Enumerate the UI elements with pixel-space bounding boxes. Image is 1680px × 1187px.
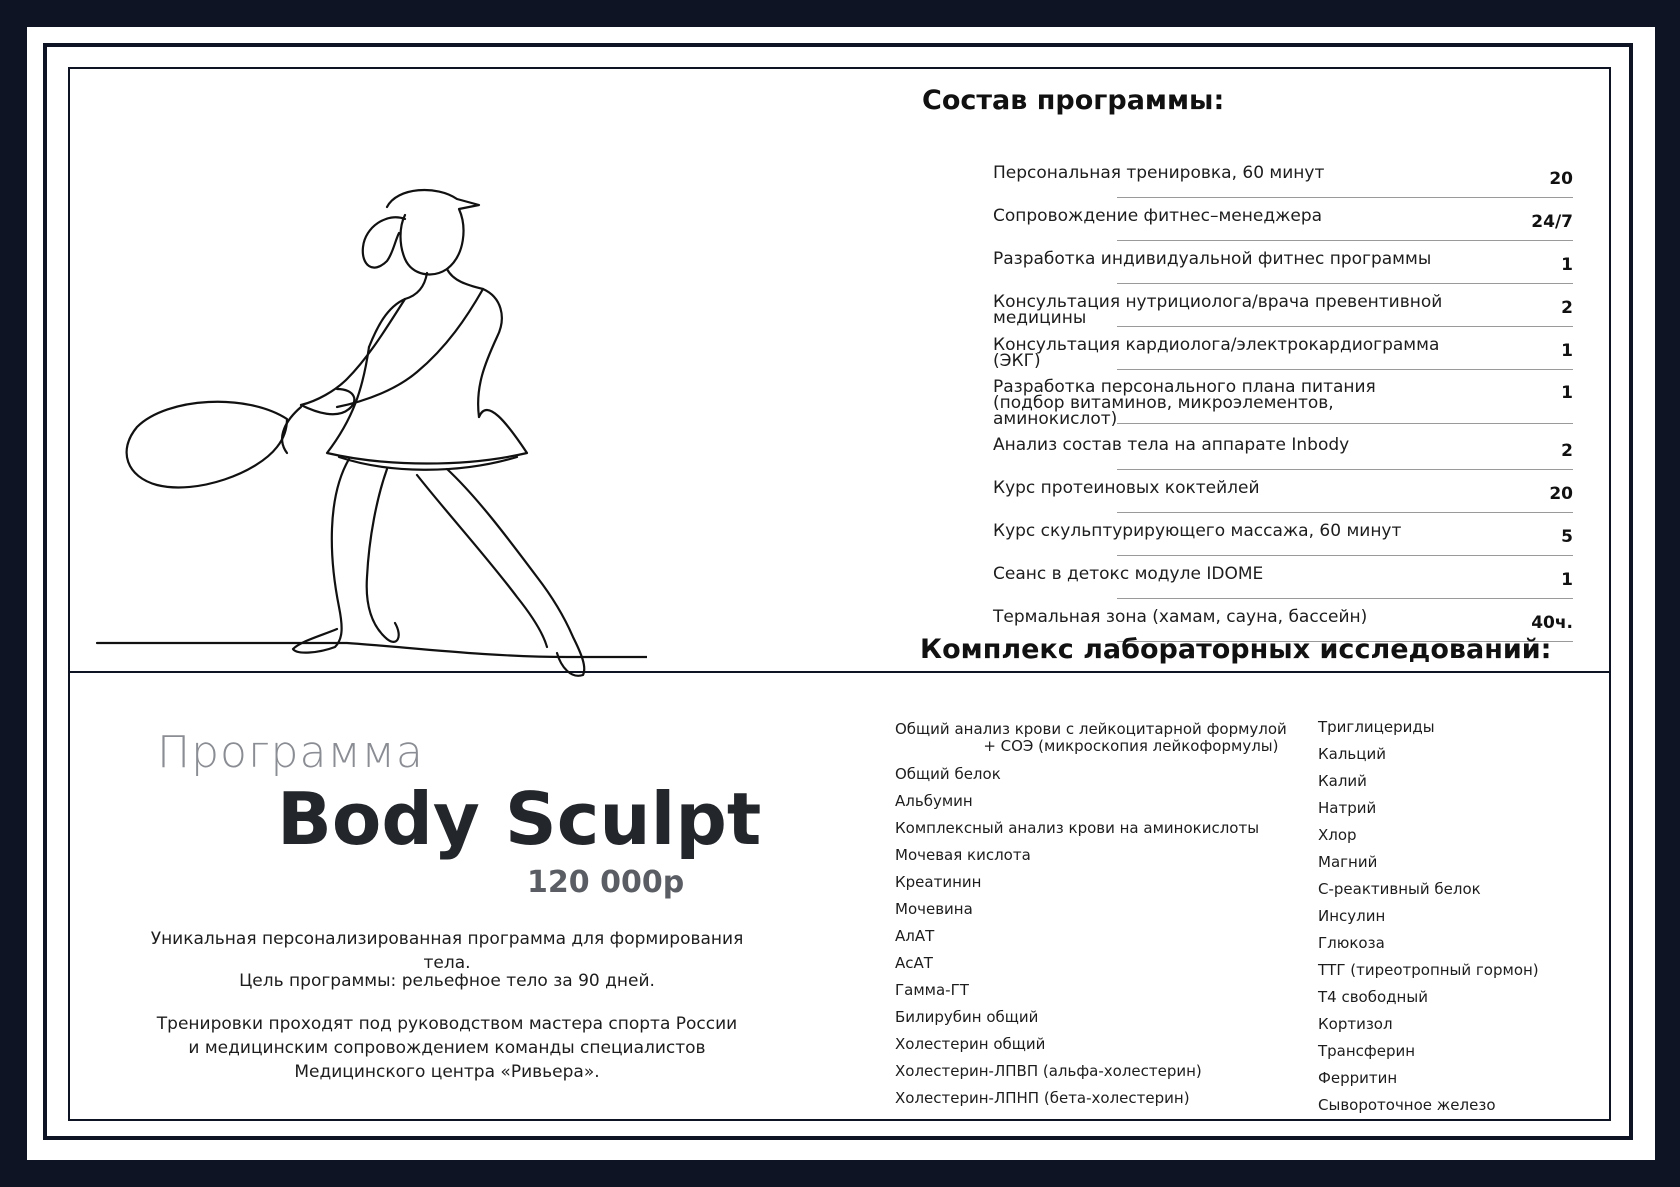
description-line-1: Тренировки проходят под руководством мастера спорта России xyxy=(156,1014,738,1034)
composition-item-qty: 5 xyxy=(1561,527,1573,547)
composition-title: Состав программы: xyxy=(922,85,1225,116)
lab-item: Мочевая кислота xyxy=(895,846,1031,864)
lab-item: Комплексный анализ крови на аминокислоты xyxy=(895,819,1260,837)
leader-rule xyxy=(1117,240,1573,241)
lab-item: Инсулин xyxy=(1318,907,1386,925)
lab-item: Глюкоза xyxy=(1318,934,1385,952)
description-intro: Уникальная персонализированная программа для формирования тела. xyxy=(150,929,744,973)
composition-item-qty: 40ч. xyxy=(1531,613,1573,633)
lab-item: Холестерин общий xyxy=(895,1035,1046,1053)
composition-item-qty: 24/7 xyxy=(1531,212,1573,232)
composition-item-label: Разработка персонального плана питания (подбор витаминов, микроэлементов, аминокислот) xyxy=(993,377,1376,429)
leader-rule xyxy=(1117,469,1573,470)
program-price: 120 000р xyxy=(527,865,685,900)
lab-item: Общий белок xyxy=(895,765,1001,783)
lab-item: Кальций xyxy=(1318,745,1386,763)
lab-item: Калий xyxy=(1318,772,1367,790)
program-name: Body Sculpt xyxy=(277,777,762,861)
composition-item xyxy=(993,474,1573,514)
composition-item xyxy=(993,202,1573,242)
lab-item: Гамма-ГТ xyxy=(895,981,969,999)
lab-item-cbc-line-2: + СОЭ (микроскопия лейкоформулы) xyxy=(983,737,1279,755)
leader-rule xyxy=(1117,512,1573,513)
lab-column-2 xyxy=(1318,714,1539,1119)
lab-item: С-реактивный белок xyxy=(1318,880,1481,898)
leader-rule xyxy=(1117,555,1573,556)
composition-item-label: Разработка индивидуальной фитнес программы xyxy=(993,249,1432,269)
leader-rule xyxy=(1117,598,1573,599)
program-label: Программа xyxy=(157,727,424,778)
lab-item: Кортизол xyxy=(1318,1015,1393,1033)
composition-item-label: Консультация нутрициолога/врача превентивной медицины xyxy=(993,292,1443,328)
lab-item: Холестерин-ЛПНП (бета-холестерин) xyxy=(895,1089,1190,1107)
composition-item-qty: 1 xyxy=(1561,255,1573,275)
composition-item xyxy=(993,288,1573,328)
composition-item-qty: 20 xyxy=(1549,484,1573,504)
composition-item-qty: 1 xyxy=(1561,570,1573,590)
lab-item: ТТГ (тиреотропный гормон) xyxy=(1318,961,1539,979)
lab-item: Холестерин-ЛПВП (альфа-холестерин) xyxy=(895,1062,1202,1080)
composition-item-qty: 1 xyxy=(1561,383,1573,403)
lab-item: Т4 свободный xyxy=(1318,988,1428,1006)
composition-item-label: Анализ состав тела на аппарате Inbody xyxy=(993,435,1350,455)
composition-item xyxy=(993,517,1573,557)
composition-item xyxy=(993,331,1573,371)
composition-item xyxy=(993,159,1573,199)
description-line-2: и медицинским сопровождением команды специалистов xyxy=(188,1038,706,1058)
composition-item xyxy=(993,373,1573,429)
description-line-3: Медицинского центра «Ривьера». xyxy=(294,1062,600,1082)
leader-rule xyxy=(1117,197,1573,198)
tennis-player-illustration xyxy=(87,157,647,717)
composition-item-label: Сеанс в детокс модуле IDOME xyxy=(993,564,1264,584)
composition-item-qty: 2 xyxy=(1561,298,1573,318)
lab-item: Магний xyxy=(1318,853,1378,871)
composition-item-label: Термальная зона (хамам, сауна, бассейн) xyxy=(993,607,1368,627)
leader-rule xyxy=(1117,326,1573,327)
composition-item-label: Персональная тренировка, 60 минут xyxy=(993,163,1325,183)
composition-item-label: Консультация кардиолога/электрокардиограмма (ЭКГ) xyxy=(993,335,1440,371)
lab-item: Хлор xyxy=(1318,826,1357,844)
brochure-page xyxy=(27,27,1655,1160)
lab-item-cbc xyxy=(895,721,1287,755)
description-goal: Цель программы: рельефное тело за 90 дней. xyxy=(239,971,655,991)
lab-item: Натрий xyxy=(1318,799,1377,817)
composition-item-label: Курс протеиновых коктейлей xyxy=(993,478,1260,498)
composition-item-label: Сопровождение фитнес–менеджера xyxy=(993,206,1323,226)
lab-item-cbc-line-1: Общий анализ крови с лейкоцитарной формулой xyxy=(895,720,1287,738)
lab-item: АсАТ xyxy=(895,954,933,972)
lab-item: Трансферин xyxy=(1318,1042,1416,1060)
lab-item: Ферритин xyxy=(1318,1069,1398,1087)
lab-item: АлАТ xyxy=(895,927,935,945)
lab-item: Альбумин xyxy=(895,792,973,810)
composition-item-qty: 20 xyxy=(1549,169,1573,189)
lab-item: Креатинин xyxy=(895,873,982,891)
composition-item xyxy=(993,245,1573,285)
lab-item: Сывороточное железо xyxy=(1318,1096,1496,1114)
composition-item xyxy=(993,431,1573,471)
leader-rule xyxy=(1117,283,1573,284)
composition-item-qty: 1 xyxy=(1561,341,1573,361)
lab-item: Билирубин общий xyxy=(895,1008,1039,1026)
leader-rule xyxy=(1117,423,1573,424)
lab-column-1 xyxy=(895,721,1287,1112)
composition-item-qty: 2 xyxy=(1561,441,1573,461)
leader-rule xyxy=(1117,369,1573,370)
lab-title: Комплекс лабораторных исследований: xyxy=(920,634,1552,665)
composition-item xyxy=(993,560,1573,600)
composition-item-label: Курс скульптурирующего массажа, 60 минут xyxy=(993,521,1402,541)
lab-item: Триглицериды xyxy=(1318,718,1435,736)
lab-item: Мочевина xyxy=(895,900,973,918)
